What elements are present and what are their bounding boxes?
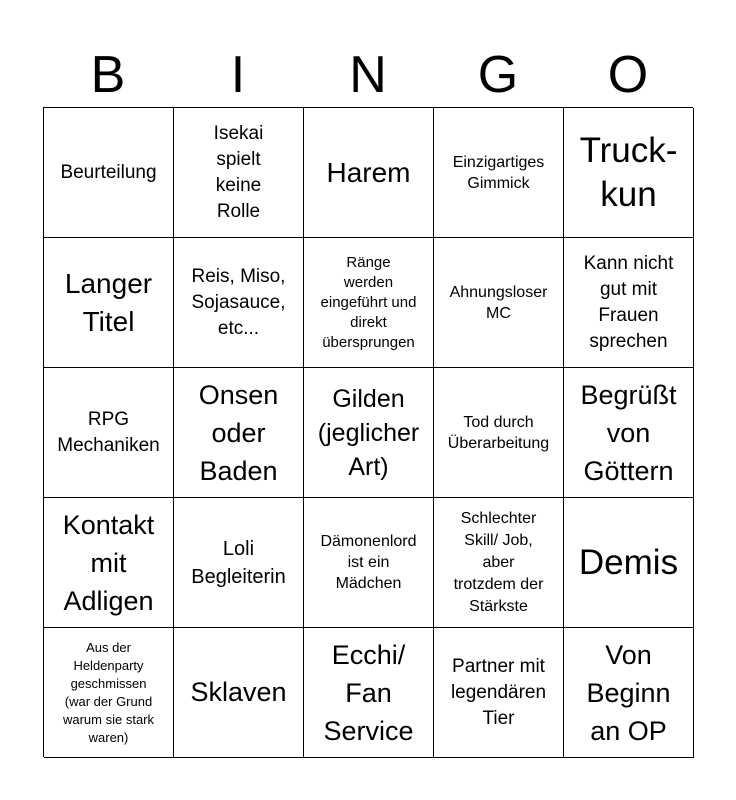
bingo-cell[interactable]: Kontakt mit Adligen (44, 498, 174, 628)
bingo-cell[interactable]: Demis (564, 498, 694, 628)
bingo-cell[interactable]: RPG Mechaniken (44, 368, 174, 498)
bingo-cell[interactable]: Loli Begleiterin (174, 498, 304, 628)
header-letter-o: O (607, 46, 649, 104)
bingo-cell[interactable]: Kann nicht gut mit Frauen sprechen (564, 238, 694, 368)
header-letter-i: I (230, 46, 246, 104)
bingo-cell[interactable]: Von Beginn an OP (564, 628, 694, 758)
bingo-cell[interactable]: Partner mit legendären Tier (434, 628, 564, 758)
header-letter-b: B (90, 46, 126, 104)
bingo-cell[interactable]: Reis, Miso, Sojasauce, etc... (174, 238, 304, 368)
bingo-cell[interactable]: Schlechter Skill/ Job, aber trotzdem der Stärkste (434, 498, 564, 628)
bingo-cell[interactable]: Ecchi/ Fan Service (304, 628, 434, 758)
bingo-cell[interactable]: Aus der Heldenparty geschmissen (war der Grund warum sie stark waren) (44, 628, 174, 758)
bingo-cell[interactable]: Ränge werden eingeführt und direkt übersprungen (304, 238, 434, 368)
bingo-cell[interactable]: Onsen oder Baden (174, 368, 304, 498)
bingo-cell[interactable]: Begrüßt von Göttern (564, 368, 694, 498)
bingo-cell[interactable]: Dämonenlord ist ein Mädchen (304, 498, 434, 628)
bingo-cell[interactable]: Einzigartiges Gimmick (434, 108, 564, 238)
bingo-cell[interactable]: Isekai spielt keine Rolle (174, 108, 304, 238)
bingo-cell[interactable]: Truck- kun (564, 108, 694, 238)
bingo-cell[interactable]: Beurteilung (44, 108, 174, 238)
bingo-cell[interactable]: Harem (304, 108, 434, 238)
bingo-header (43, 44, 693, 106)
header-letter-n: N (349, 46, 387, 104)
bingo-cell[interactable]: Ahnungsloser MC (434, 238, 564, 368)
bingo-cell[interactable]: Gilden (jeglicher Art) (304, 368, 434, 498)
bingo-cell[interactable]: Tod durch Überarbeitung (434, 368, 564, 498)
bingo-cell[interactable]: Langer Titel (44, 238, 174, 368)
bingo-grid (43, 107, 693, 757)
header-letter-g: G (477, 46, 519, 104)
bingo-cell[interactable]: Sklaven (174, 628, 304, 758)
